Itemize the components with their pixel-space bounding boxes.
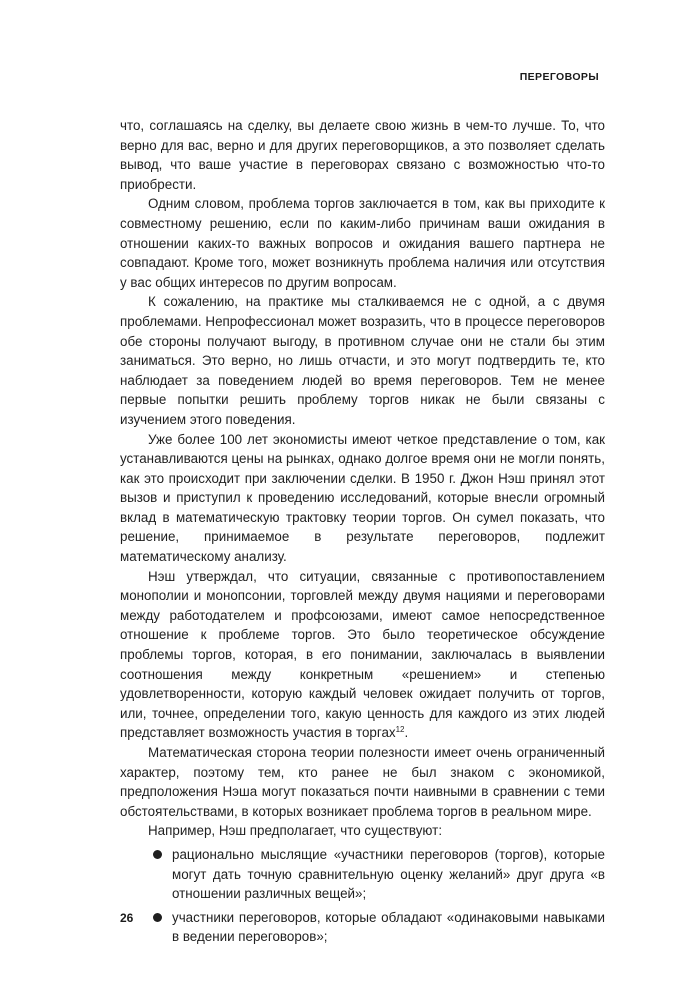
- list-item-text: рационально мыслящие «участники переговоров (торгов), которые могут дать точную сравнительную оценку желаний» друг друга «в отношении различных вещей»;: [172, 846, 605, 902]
- paragraph-text: Нэш утверждал, что ситуации, связанные с противопоставлением монополии и монопсонии, торговлей между двумя нациями и переговорами между работодателем и профсоюзами, имеют самое непосредственное отношение к проблеме торгов. Это было теоретическое обсуждение проблемы торгов, которая, в его понимании, заключалась в выявлении соотношения между конкретным «решением» и степенью удовлетворенности, которую каждый человек ожидает получить от торгов, или, точнее, определении того, какую ценность для каждого из этих людей представляет возможность участия в торгах: [120, 568, 605, 741]
- paragraph: Математическая сторона теории полезности имеет очень ограниченный характер, поэтому тем, кто ранее не был знаком с экономикой, предположения Нэша могут показаться почти наивными в сравнении с теми обстоятельствами, в которых возникает проблема торгов в реальном мире.: [120, 745, 605, 819]
- bullet-icon: [153, 913, 162, 922]
- list-item: [120, 908, 605, 947]
- paragraph: К сожалению, на практике мы сталкиваемся не с одной, а с двумя проблемами. Непрофессионал может возразить, что в процессе переговоров обе стороны получают выгоду, в противном случае они не стали бы этим заниматься. Это верно, но лишь отчасти, и это могут подтвердить те, кто наблюдает за поведением людей во время переговоров. Тем не менее первые попытки решить проблему торгов никак не были связаны с изучением этого поведения.: [120, 294, 605, 427]
- page-number: 26: [120, 911, 134, 925]
- running-head: ПЕРЕГОВОРЫ: [519, 71, 599, 83]
- paragraph: Уже более 100 лет экономисты имеют четкое представление о том, как устанавливаются цены на рынках, однако долгое время они не могли понять, как это происходит при заключении сделки. В 1950 г. Джон Нэш принял этот вызов и приступил к проведению исследований, которые внесли огромный вклад в математическую трактовку теории торгов. Он сумел показать, что решение, принимаемое в результате переговоров, подлежит математическому анализу.: [120, 431, 605, 565]
- body-text: [120, 116, 605, 947]
- footnote-reference[interactable]: 12: [395, 725, 405, 735]
- paragraph: Одним словом, проблема торгов заключается в том, как вы приходите к совместному решению, если по каким-либо причинам ваши ожидания в отношении каких-то важных вопросов и ожидания вашего партнера не совпадают. Кроме того, может возникнуть проблема наличия или отсутствия у вас общих интересов по другим вопросам.: [120, 196, 605, 290]
- list-item: [120, 845, 605, 904]
- paragraph-with-footnote: [120, 567, 605, 743]
- paragraph: Например, Нэш предполагает, что существуют:: [148, 823, 443, 839]
- paragraph-tail: .: [404, 725, 409, 741]
- bullet-list: [120, 845, 605, 947]
- bullet-icon: [153, 850, 162, 859]
- list-item-text: участники переговоров, которые обладают «одинаковыми навыками в ведении переговоров»;: [172, 909, 605, 945]
- paragraph: что, соглашаясь на сделку, вы делаете свою жизнь в чем-то лучше. То, что верно для вас, верно и для других переговорщиков, а это позволяет сделать вывод, что ваше участие в переговорах связано с возможностью что-то приобрести.: [120, 118, 605, 192]
